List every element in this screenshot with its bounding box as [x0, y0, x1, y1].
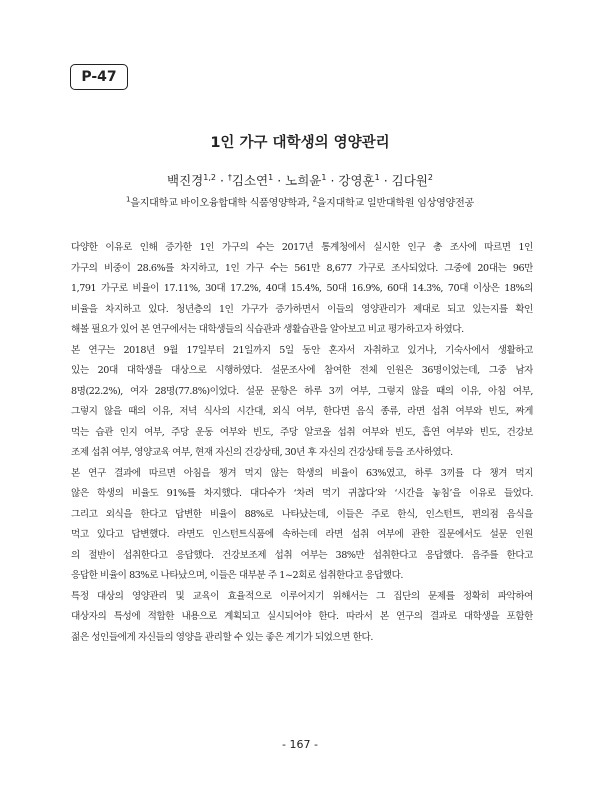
paper-title: 1인 가구 대학생의 영양관리: [210, 135, 390, 151]
body-text-line: 그리고 외식을 한다고 답변한 비율이 88%로 나타났는데, 이들은 주로 한식, 인스턴트, 편의점 음식을: [71, 508, 533, 520]
affiliation-text: 을지대학교 바이오융합대학 식품영양학과,: [130, 198, 313, 209]
body-text-line: 그렇지 않을 때의 이유, 저녁 식사의 시간대, 외식 여부, 한다면 음식 종류, 라면 섭취 여부와 빈도, 짜게: [71, 406, 533, 417]
corresponding-author-mark: †: [227, 172, 232, 182]
affiliation-line: [0, 194, 600, 209]
body-text-line: 가구의 비중이 28.6%를 차지하고, 1인 가구 수는 561만 8,677 가구로 조사되었다. 그중에 20대는 96만: [71, 262, 533, 274]
author-name: 김다원$^2$: [391, 172, 433, 188]
page-number: - 167 -: [282, 738, 318, 751]
body-text-line: 젊은 성인들에게 자신들의 영양을 관리할 수 있는 좋은 계기가 되었으면 한다.: [71, 631, 373, 643]
abstract-body: [71, 238, 533, 648]
affiliation-index: 2: [427, 172, 433, 182]
author-name: †김소연$^1$: [227, 172, 274, 188]
author-name: 백진경$^{1,2}$: [167, 172, 216, 188]
body-text-line: 다양한 이유로 인해 증가한 1인 가구의 수는 2017년 통계청에서 실시한 인구 총 조사에 따르면 1인: [71, 242, 533, 253]
affiliation-index: 1: [321, 172, 327, 182]
author-name: 강영훈$^1$: [338, 172, 380, 188]
body-text-line: 않은 학생의 비율도 91%를 차지했다. 대다수가 ‘차려 먹기 귀찮다’와 ‘시간을 놓침’을 이유로 들었다.: [71, 488, 533, 499]
affiliation-text: 을지대학교 일반대학원 임상영양전공: [316, 198, 475, 209]
author-name: 노희윤$^1$: [285, 172, 327, 188]
body-text-line: 응답한 비율이 83%로 나타났으며, 이들은 대부분 주 1~2회로 섭취한다고 응답했다.: [71, 570, 403, 581]
body-text-line: 해볼 필요가 있어 본 연구에서는 대학생들의 식습관과 생활습관을 알아보고 비교 평가하고자 하였다.: [71, 324, 464, 335]
body-text-line: 있는 20대 대학생을 대상으로 시행하였다. 설문조사에 참여한 전체 인원은 36명이었는데, 그중 남자: [71, 365, 533, 376]
affiliation-index: 1,2: [203, 172, 216, 182]
author-list: [0, 171, 600, 189]
author-separator: ·: [326, 173, 339, 188]
author-separator: ·: [273, 173, 286, 188]
body-text-line: 대상자의 특성에 적합한 내용으로 계획되고 실시되어야 한다. 따라서 본 연구의 결과로 대학생을 포함한: [71, 611, 533, 622]
body-text-line: 8명(22.2%), 여자 28명(77.8%)이었다. 설문 문항은 하루 3끼 여부, 그렇지 않을 때의 이유, 아침 여부,: [71, 385, 533, 397]
poster-number-badge: P-47: [70, 64, 128, 90]
body-text-line: 특정 대상의 영양관리 및 교육이 효율적으로 이루어지기 위해서는 그 집단의 문제를 정확히 파악하여: [71, 590, 533, 602]
body-text-line: 1,791 가구로 비율이 17.11%, 30대 17.2%, 40대 15.4%, 50대 16.9%, 60대 14.3%, 70대 이상은 18%의: [71, 283, 533, 294]
body-text-line: 본 연구 결과에 따르면 아침을 챙겨 먹지 않는 학생의 비율이 63%였고, 하루 3끼를 다 챙겨 먹지: [71, 467, 533, 479]
author-separator: ·: [379, 173, 392, 188]
affiliation-index: 2: [312, 195, 317, 204]
author-separator: ·: [215, 173, 228, 188]
affiliation-index: 1: [125, 195, 131, 204]
body-text-line: 본 연구는 2018년 9월 17일부터 21일까지 5일 동안 혼자서 자취하고 있거나, 기숙사에서 생활하고: [71, 344, 533, 356]
body-text-line: 의 절반이 섭취한다고 응답했다. 건강보조제 섭취 여부는 38%만 섭취한다고 응답했다. 음주를 한다고: [71, 549, 533, 561]
affiliation-index: 1: [374, 172, 380, 182]
body-text-line: 먹는 습관 인지 여부, 주당 운동 여부와 빈도, 주당 알코올 섭취 여부와 빈도, 흡연 여부와 빈도, 건강보: [71, 426, 533, 438]
affiliation-index: 1: [268, 172, 274, 182]
body-text-line: 비율을 차지하고 있다. 청년층의 1인 가구가 증가하면서 이들의 영양관리가 제대로 되고 있는지를 확인: [71, 303, 533, 315]
body-text-line: 조제 섭취 여부, 영양교육 여부, 현재 자신의 건강상태, 30년 후 자신의 건강상태 등을 조사하였다.: [71, 447, 453, 458]
body-text-line: 먹고 있다고 답변했다. 라면도 인스턴트식품에 속하는데 라면 섭취 여부에 관한 질문에서도 설문 인원: [71, 529, 533, 540]
